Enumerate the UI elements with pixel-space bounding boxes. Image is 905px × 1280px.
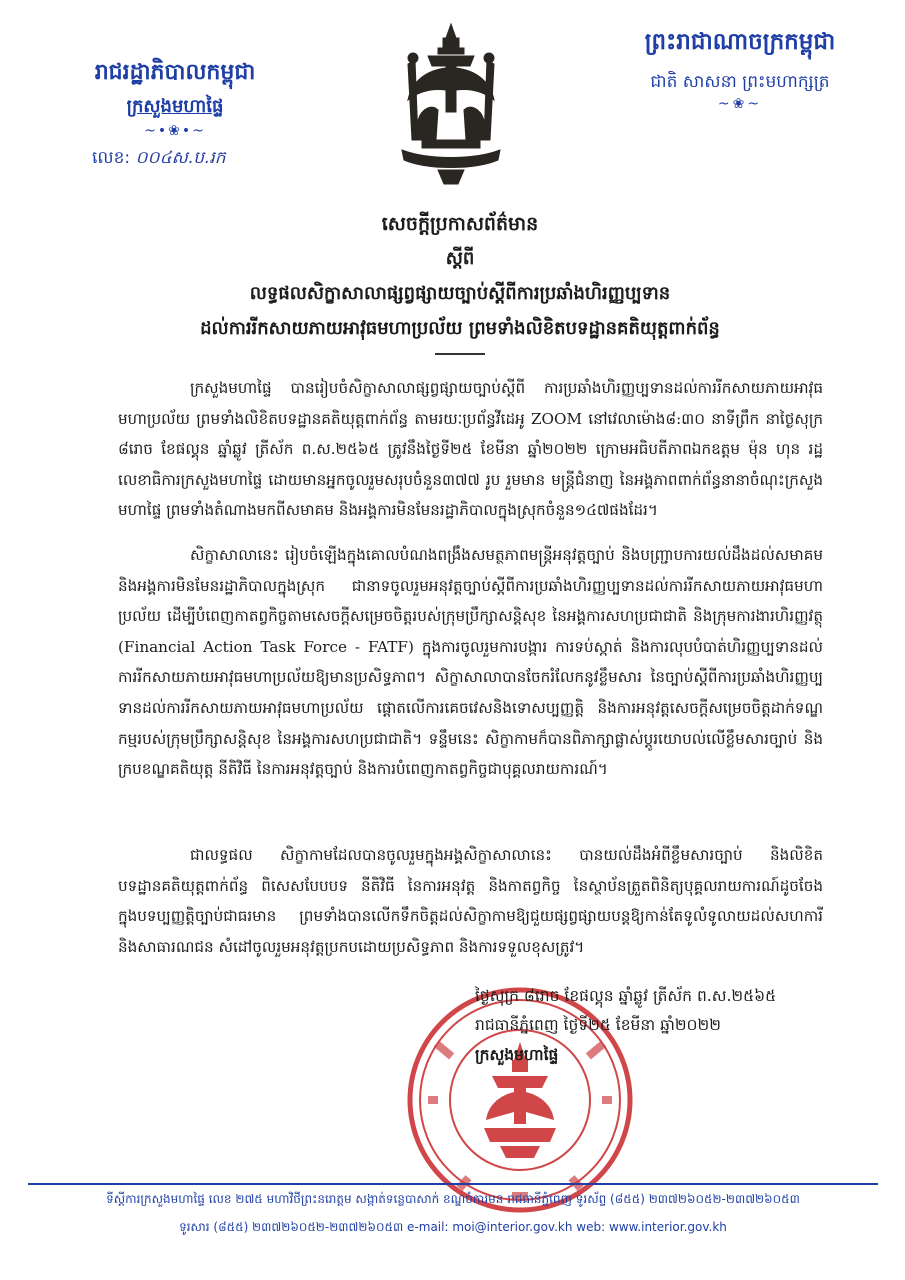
body-paragraph-2-text: សិក្ខាសាលានេះ រៀបចំឡើងក្នុងគោលបំណងពង្រឹងសមត្ថភាពមន្ត្រីអនុវត្តច្បាប់ និងបញ្ជ្រាបការយល់ដឹងដល់សមាគម និងអង្គការមិនមែនរដ្ឋាភិបាលក្នុងស្រុក ជានាទចូលរួមអនុវត្តច្បាប់ស្តីពីការប្រឆាំងហិរញ្ញប្បទានដល់ការរីកសាយភាយអាវុធមហាប្រល័យ ដើម្បីបំពេញកាតព្វកិច្ចតាមសេចក្តីសម្រេចចិត្តរបស់ក្រុមប្រឹក្សាសន្តិសុខ នៃអង្គការសហប្រជាជាតិ និងក្រុមការងារហិរញ្ញវត្ថុ (Financial Action Task Force - FATF) ក្នុងការចូលរួមការបង្ការ ការទប់ស្កាត់ និងការលុបបំបាត់ហិរញ្ញប្បទានដល់ការរីកសាយភាយអាវុធមហាប្រល័យឱ្យមានប្រសិទ្ធភាព។ សិក្ខាសាលាបានចែករំលែកនូវខ្លឹមសារ នៃច្បាប់ស្តីពីការប្រឆាំងហិរញ្ញប្បទានដល់ការរីកសាយភាយអាវុធមហាប្រល័យ ផ្តោតលើការគេចវេសនិងទោសប្បញ្ញត្តិ និងការអនុវត្តសេចក្តីសម្រេចចិត្តដាក់ទណ្ឌកម្មរបស់ក្រុមប្រឹក្សាសន្តិសុខ នៃអង្គការសហប្រជាជាតិ។ ទន្ទឹមនេះ សិក្ខាកាមក៏បានពិភាក្សាផ្លាស់ប្តូរយោបល់លើខ្លឹមសារច្បាប់ និងក្របខណ្ឌគតិយុត្ត នីតិវិធី នៃការអនុវត្តច្បាប់ និងការបំពេញកាតព្វកិច្ចជាបុគ្គលរាយការណ៍។ — [118, 546, 823, 779]
document-subject-line-1: លទ្ធផលសិក្ខាសាលាផ្សព្វផ្សាយច្បាប់ស្តីពីការប្រឆាំងហិរញ្ញប្បទាន — [249, 283, 671, 304]
lunar-date: ថ្ងៃសុក្រ ៨រោច ខែផល្គុន ឆ្នាំឆ្លូវ ត្រីស័ក ព.ស.២៥៦៥ — [475, 987, 777, 1005]
kingdom-motto: ជាតិ សាសនា ព្រះមហាក្សត្រ — [650, 72, 830, 92]
ministry-name: ក្រសួងមហាផ្ទៃ — [126, 96, 224, 117]
reference-value: ០០៤ស.ប.រក — [135, 148, 226, 168]
body-paragraph-1-text: ក្រសួងមហាផ្ទៃ បានរៀបចំសិក្ខាសាលាផ្សព្វផ្សាយច្បាប់ស្តីពី ការប្រឆាំងហិរញ្ញប្បទានដល់ការរីកសាយភាយអាវុធមហាប្រល័យ ព្រមទាំងលិខិតបទដ្ឋានគតិយុត្តពាក់ព័ន្ធ តាមរយៈប្រព័ន្ធវីដេអូ ZOOM នៅវេលាម៉ោង៨:៣០ នាទីព្រឹក នាថ្ងៃសុក្រ ៨រោច ខែផល្គុន ឆ្នាំឆ្លូវ ត្រីស័ក ព.ស.២៥៦៥ ត្រូវនឹងថ្ងៃទី២៥ ខែមីនា ឆ្នាំ២០២២ ក្រោមអធិបតីភាពឯកឧត្តម ម៉ុន ហុន រដ្ឋលេខាធិការក្រសួងមហាផ្ទៃ ដោយមានអ្នកចូលរួមសរុបចំនួន៣៧៧ រូប រួមមាន មន្ត្រីជំនាញ នៃអង្គភាពពាក់ព័ន្ធនានាចំណុះក្រសួងមហាផ្ទៃ ព្រមទាំងតំណាងមកពីសមាគម និងអង្គការមិនមែនរដ្ឋាភិបាលក្នុងស្រុកចំនួន១៤៧ផងដែរ។ — [118, 379, 823, 520]
motto-ornament: ~❀~ — [717, 96, 763, 112]
header-ornament: ~•❀•~ — [144, 123, 206, 139]
document-title: សេចក្តីប្រកាសព័ត៌មាន — [381, 213, 539, 235]
title-divider — [435, 353, 485, 355]
reference-number — [92, 147, 226, 172]
footer-contacts: ទូរសារ (៨៥៥) ២៣៧២៦០៥២-២៣៧២៦០៥៣ e-mail: moi@interior.gov.kh web: www.interior.gov.kh — [179, 1220, 727, 1234]
document-about-label: ស្តីពី — [445, 248, 475, 269]
page-footer — [28, 1183, 878, 1237]
ministry-header — [70, 58, 280, 139]
kingdom-header — [590, 28, 890, 112]
document-subject-line-2: ដល់ការរីកសាយភាយអាវុធមហាប្រល័យ ព្រមទាំងលិខិតបទដ្ឋានគតិយុត្តពាក់ព័ន្ធ — [200, 318, 720, 339]
body-paragraph-2 — [118, 540, 823, 785]
royal-coat-of-arms-icon — [388, 20, 514, 200]
kingdom-name: ព្រះរាជាណាចក្រកម្ពុជា — [644, 29, 836, 55]
reference-label: លេខ: — [92, 148, 131, 168]
government-name: រាជរដ្ឋាភិបាលកម្ពុជា — [94, 60, 256, 85]
body-paragraph-1 — [118, 373, 823, 526]
body-paragraph-3-text: ជាលទ្ធផល សិក្ខាកាមដែលបានចូលរួមក្នុងអង្គសិក្ខាសាលានេះ បានយល់ដឹងអំពីខ្លឹមសារច្បាប់ និងលិខិតបទដ្ឋានគតិយុត្តពាក់ព័ន្ធ ពិសេសបែបបទ នីតិវិធី នៃការអនុវត្ត និងកាតព្វកិច្ច នៃស្ថាប័នត្រួតពិនិត្យបុគ្គលរាយការណ៍ដូចចែងក្នុងបទប្បញ្ញត្តិច្បាប់ជាធរមាន ព្រមទាំងបានលើកទឹកចិត្តដល់សិក្ខាកាមឱ្យជួយផ្សព្វផ្សាយបន្តឱ្យកាន់តែទូលំទូលាយដល់សហការី និងសាធារណជន សំដៅចូលរួមអនុវត្តប្រកបដោយប្រសិទ្ធភាព និងការទទួលខុសត្រូវ។ — [118, 846, 823, 956]
closing-block — [475, 982, 855, 1069]
solar-date: រាជធានីភ្នំពេញ ថ្ងៃទី២៥ ខែមីនា ឆ្នាំ២០២២ — [475, 1016, 721, 1034]
body-paragraph-3 — [118, 840, 823, 962]
document-title-block — [150, 212, 770, 355]
footer-rule — [28, 1183, 878, 1185]
signatory-ministry: ក្រសួងមហាផ្ទៃ — [475, 1045, 559, 1064]
footer-address: ទីស្តីការក្រសួងមហាផ្ទៃ លេខ ២៧៥ មហាវិថីព្រះនរោត្តម សង្កាត់ទន្លេបាសាក់ ខណ្ឌចំការមន រាជធានីភ្នំពេញ ទូរស័ព្ទ (៨៥៥) ២៣៧២៦០៥២-២៣៧២៦០៥៣ — [106, 1192, 800, 1206]
